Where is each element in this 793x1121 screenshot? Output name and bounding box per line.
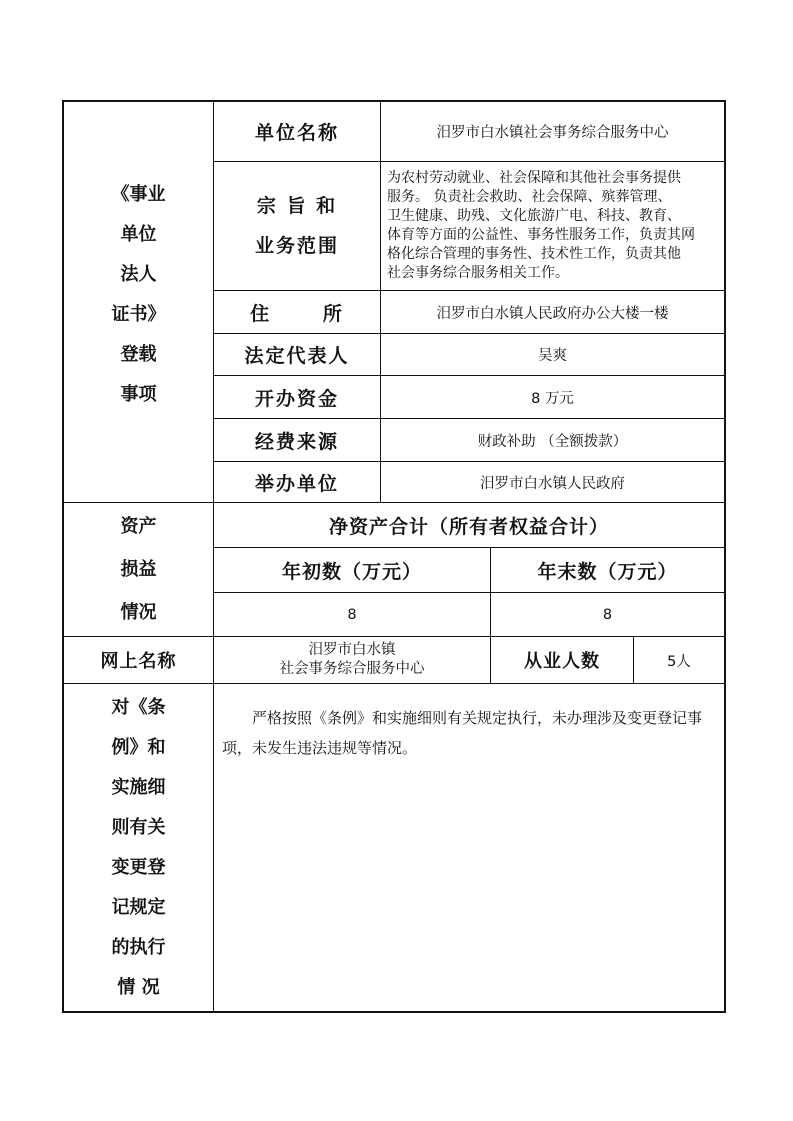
sponsor-label: 举办单位 [254, 472, 339, 495]
compliance-section-label: 对《条 例》和 实施细 则有关 变更登 记规定 的执行 情 况 [111, 697, 166, 998]
unit-name-label: 单位名称 [254, 122, 339, 144]
begin-year-value: 8 [347, 606, 357, 623]
scope-value: 为农村劳动就业、社会保障和其他社会事务提供 服务。 负责社会救助、社会保障、殡葬管理、 卫生健康、助残、文化旅游广电、科技、教育、 体育等方面的公益性、事务性服务工作，负责其网 格化综合管理的事务性、技术性工作，负责其他 社会事务综合服务相关工作。 [387, 170, 695, 281]
sponsor-value: 汨罗市白水镇人民政府 [480, 475, 625, 492]
legal-rep-value: 吴爽 [538, 348, 567, 364]
scope-label: 宗 旨 和 业务范围 [254, 195, 339, 257]
section-divider [62, 683, 726, 684]
unit-name-value: 汨罗市白水镇社会事务综合服务中心 [436, 125, 669, 141]
compliance-text: 严格按照《条例》和实施细则有关规定执行，未办理涉及变更登记事项，未发生违法违规等情况。 [222, 709, 703, 757]
staff-count-value: 5人 [667, 653, 691, 670]
assets-section-label: 资产 损益 情况 [120, 516, 157, 623]
end-year-label: 年末数（万元） [537, 560, 678, 583]
online-name-label: 网上名称 [100, 651, 177, 672]
registration-section-label: 《事业 单位 法人 证书》 登载 事项 [111, 184, 166, 405]
begin-year-label: 年初数（万元） [281, 560, 422, 583]
net-assets-header: 净资产合计（所有者权益合计） [328, 515, 609, 538]
legal-rep-label: 法定代表人 [244, 345, 350, 367]
address-value: 汨罗市白水镇人民政府办公大楼一楼 [436, 305, 669, 322]
funding-value: 财政补助 （全额拨款） [477, 433, 628, 450]
capital-label: 开办资金 [254, 387, 339, 410]
online-name-value: 汨罗市白水镇 社会事务综合服务中心 [279, 642, 425, 677]
staff-count-label: 从业人数 [524, 651, 600, 672]
address-label: 住 所 [250, 302, 344, 325]
funding-label: 经费来源 [254, 430, 339, 453]
end-year-value: 8 [602, 606, 613, 623]
capital-value: 8 万元 [531, 390, 574, 407]
